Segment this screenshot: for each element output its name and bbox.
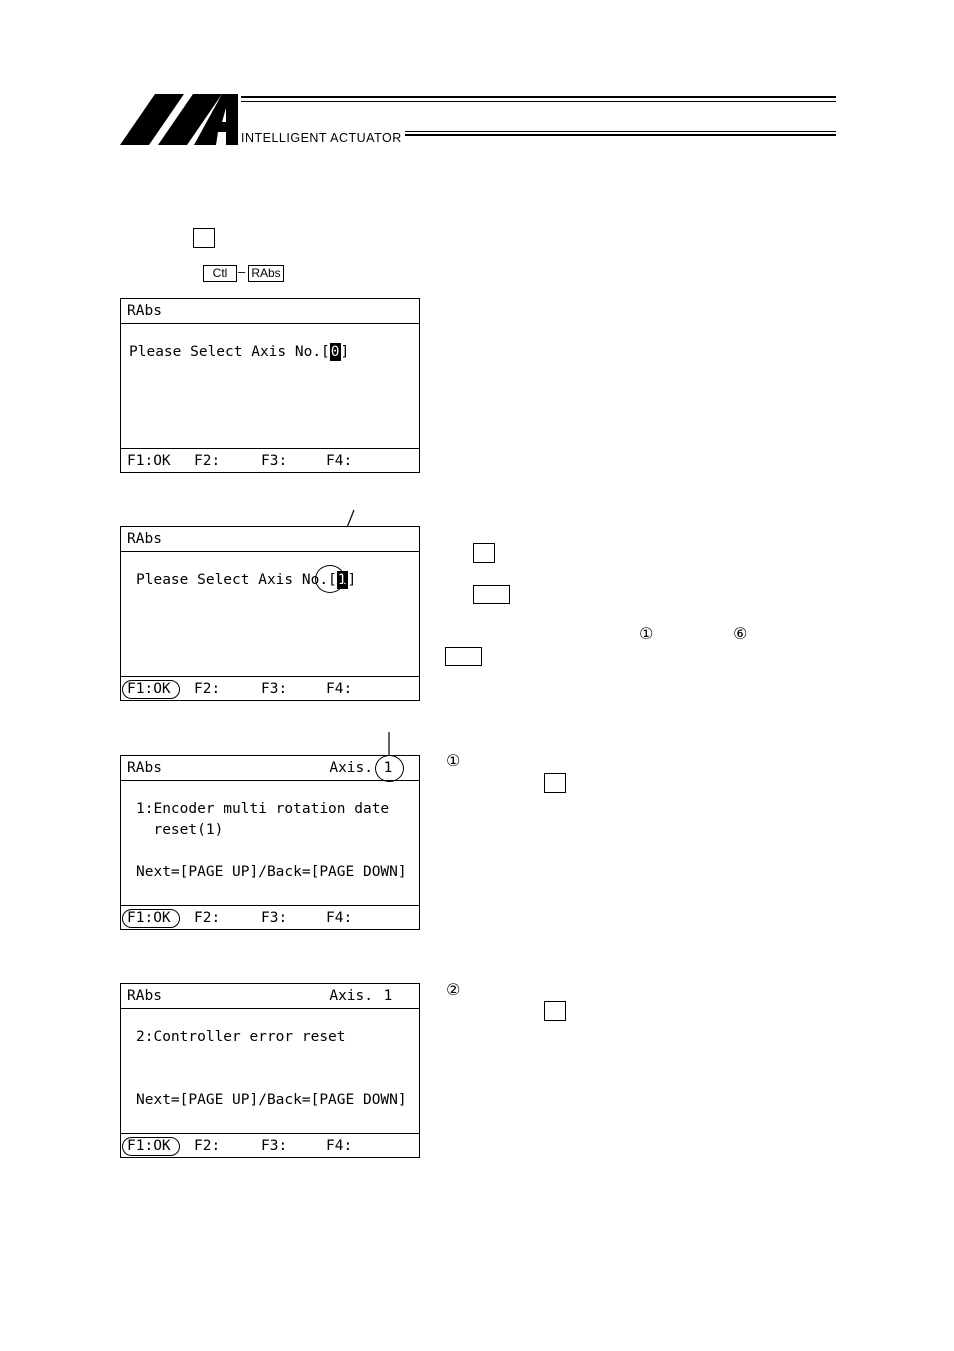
screen-title-bar [121, 984, 419, 1009]
f3-key[interactable]: F3: [261, 1138, 288, 1154]
screen-title: RAbs [127, 531, 162, 547]
lcd-screen-encoder-reset [120, 755, 420, 930]
key-box [193, 228, 215, 248]
menu-item-text: 1:Encoder multi rotation date [136, 801, 390, 817]
f1-ok-key[interactable]: F1:OK [127, 1138, 171, 1154]
f1-highlight-oval [122, 1137, 180, 1156]
axis-label: Axis. [329, 760, 373, 776]
f3-key[interactable]: F3: [261, 681, 288, 697]
ctl-key: Ctl [203, 265, 237, 282]
circled-number-6: ⑥ [733, 624, 748, 643]
axis-prompt-close: ] [347, 572, 357, 588]
header-rule-bottom [405, 134, 836, 136]
f1-ok-key[interactable]: F1:OK [127, 910, 171, 926]
axis-number: 1 [383, 760, 393, 776]
axis-number: 1 [383, 988, 393, 1004]
screen-title-bar [121, 299, 419, 324]
key-box-wide [445, 647, 482, 666]
axis-prompt-text: Please Select Axis No.[ [129, 344, 330, 360]
axis-number-input[interactable]: 0 [330, 344, 340, 360]
function-key-bar [121, 448, 419, 472]
lcd-screen-controller-error-reset [120, 983, 420, 1158]
lcd-screen-select-axis-1 [120, 526, 420, 701]
f4-key[interactable]: F4: [326, 910, 353, 926]
key-box [473, 543, 495, 563]
screen-title: RAbs [127, 760, 162, 776]
f2-key[interactable]: F2: [194, 681, 221, 697]
header-rule-bottom-thin [405, 131, 836, 132]
axis-number-input[interactable]: 1 [337, 572, 347, 588]
screen-title-bar [121, 527, 419, 552]
header-rule-top [241, 96, 836, 98]
f1-ok-key[interactable]: F1:OK [127, 681, 171, 697]
highlight-circle [315, 565, 345, 593]
key-box-wide [473, 585, 510, 604]
f4-key[interactable]: F4: [326, 453, 353, 469]
f2-key[interactable]: F2: [194, 1138, 221, 1154]
axis-prompt [129, 343, 349, 361]
f1-highlight-oval [122, 909, 180, 928]
header-rule-top-thin [241, 101, 836, 102]
rabs-key: RAbs [248, 265, 284, 282]
f3-key[interactable]: F3: [261, 453, 288, 469]
circled-number-1: ① [639, 624, 654, 643]
key-dash: – [238, 264, 246, 279]
menu-item-text: 2:Controller error reset [136, 1029, 346, 1045]
f1-highlight-oval [122, 680, 180, 699]
f2-key[interactable]: F2: [194, 453, 221, 469]
circled-number-1: ① [446, 751, 461, 770]
circled-number-2: ② [446, 980, 461, 999]
key-box [544, 773, 566, 793]
screen-title: RAbs [127, 303, 162, 319]
f4-key[interactable]: F4: [326, 1138, 353, 1154]
axis-prompt-text: Please Select Axis No.[ [136, 572, 337, 588]
menu-item-text-cont: reset(1) [136, 822, 224, 838]
axis-highlight-circle [375, 755, 404, 782]
screen-title: RAbs [127, 988, 162, 1004]
f3-key[interactable]: F3: [261, 910, 288, 926]
brand-text: INTELLIGENT ACTUATOR [241, 131, 402, 145]
axis-prompt-close: ] [340, 344, 350, 360]
f4-key[interactable]: F4: [326, 681, 353, 697]
f2-key[interactable]: F2: [194, 910, 221, 926]
page-navigation-hint: Next=[PAGE UP]/Back=[PAGE DOWN] [136, 864, 407, 880]
f1-ok-key[interactable]: F1:OK [127, 453, 171, 469]
key-box [544, 1001, 566, 1021]
lcd-screen-select-axis [120, 298, 420, 473]
page-navigation-hint: Next=[PAGE UP]/Back=[PAGE DOWN] [136, 1092, 407, 1108]
axis-label: Axis. [329, 988, 373, 1004]
iai-logo [118, 92, 242, 148]
